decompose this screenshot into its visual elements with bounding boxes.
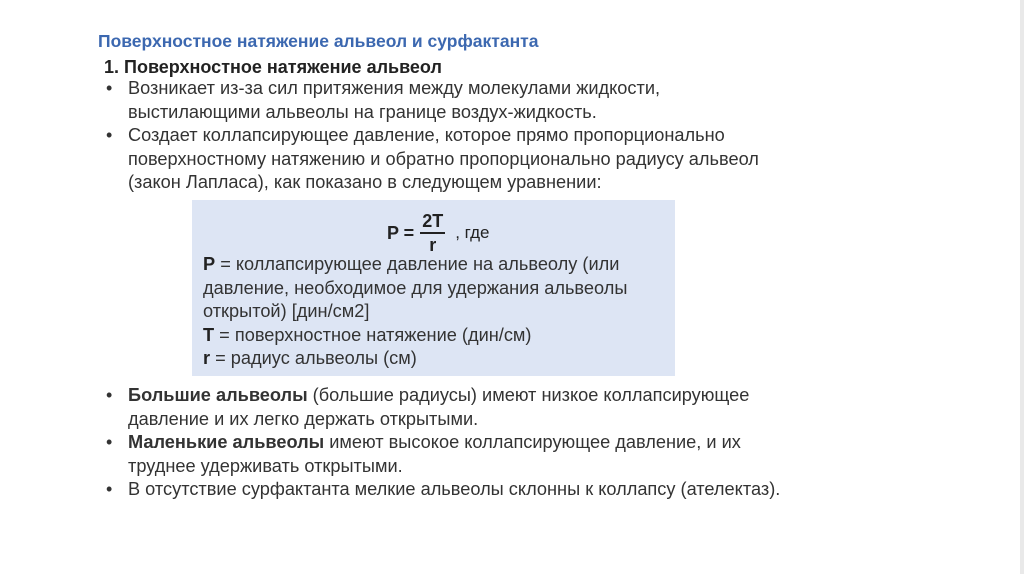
bullet-bold-text: Большие альвеолы [128,385,308,405]
bullet-dot: • [106,125,113,145]
bullet-dot: • [106,385,113,405]
definition-p [203,253,663,324]
list-item [106,124,786,195]
definition-t [203,324,663,348]
slide-title: Поверхностное натяжение альвеол и сурфактанта [98,31,539,51]
slide-edge [1020,0,1024,574]
definition-r [203,347,663,371]
bullet-text: (большие радиусы) имеют низкое коллапсирующее давление и их легко держать открытыми. [128,385,750,429]
bullet-text: имеют высокое коллапсирующее давление, и их труднее удерживать открытыми. [128,432,741,476]
bullet-dot: • [106,432,113,452]
definition-text: = радиус альвеолы (см) [210,348,417,368]
formula-box [192,200,675,376]
bullet-text: Возникает из-за сил притяжения между молекулами жидкости, выстилающими альвеолы на границе воздух-жидкость. [128,78,661,122]
laplace-equation [387,210,489,256]
list-item [106,77,786,124]
definition-symbol: r [203,348,211,368]
equation-fraction [420,211,445,255]
bullet-text: Создает коллапсирующее давление, которое прямо пропорционально поверхностному натяжению и обратно пропорционально радиусу альвеол (закон Лапласа), как показано в следующем уравнении: [128,125,759,192]
variable-definitions [203,253,663,371]
bullet-dot: • [106,78,113,98]
bullet-bold-text: Маленькие альвеолы [128,432,325,452]
bullet-dot: • [106,479,113,499]
definition-symbol: P [203,254,216,274]
fraction-denominator: r [429,235,437,255]
list-item [106,384,786,431]
bullet-list-bottom [106,384,786,502]
section-heading: 1. Поверхностное натяжение альвеол [104,57,442,77]
fraction-numerator: 2T [420,211,445,234]
definition-text: = коллапсирующее давление на альвеолу (или давление, необходимое для удержания альвеолы открытой) [дин/см2] [203,254,628,321]
list-item [106,478,786,502]
definition-symbol: T [203,324,215,345]
bullet-list-top [106,77,786,195]
equation-suffix: , где [455,223,490,242]
bullet-text: В отсутствие сурфактанта мелкие альвеолы склонны к коллапсу (ателектаз). [128,479,781,499]
equation-lhs: P = [387,222,415,243]
list-item [106,431,786,478]
definition-text: = поверхностное натяжение (дин/см) [214,324,532,345]
